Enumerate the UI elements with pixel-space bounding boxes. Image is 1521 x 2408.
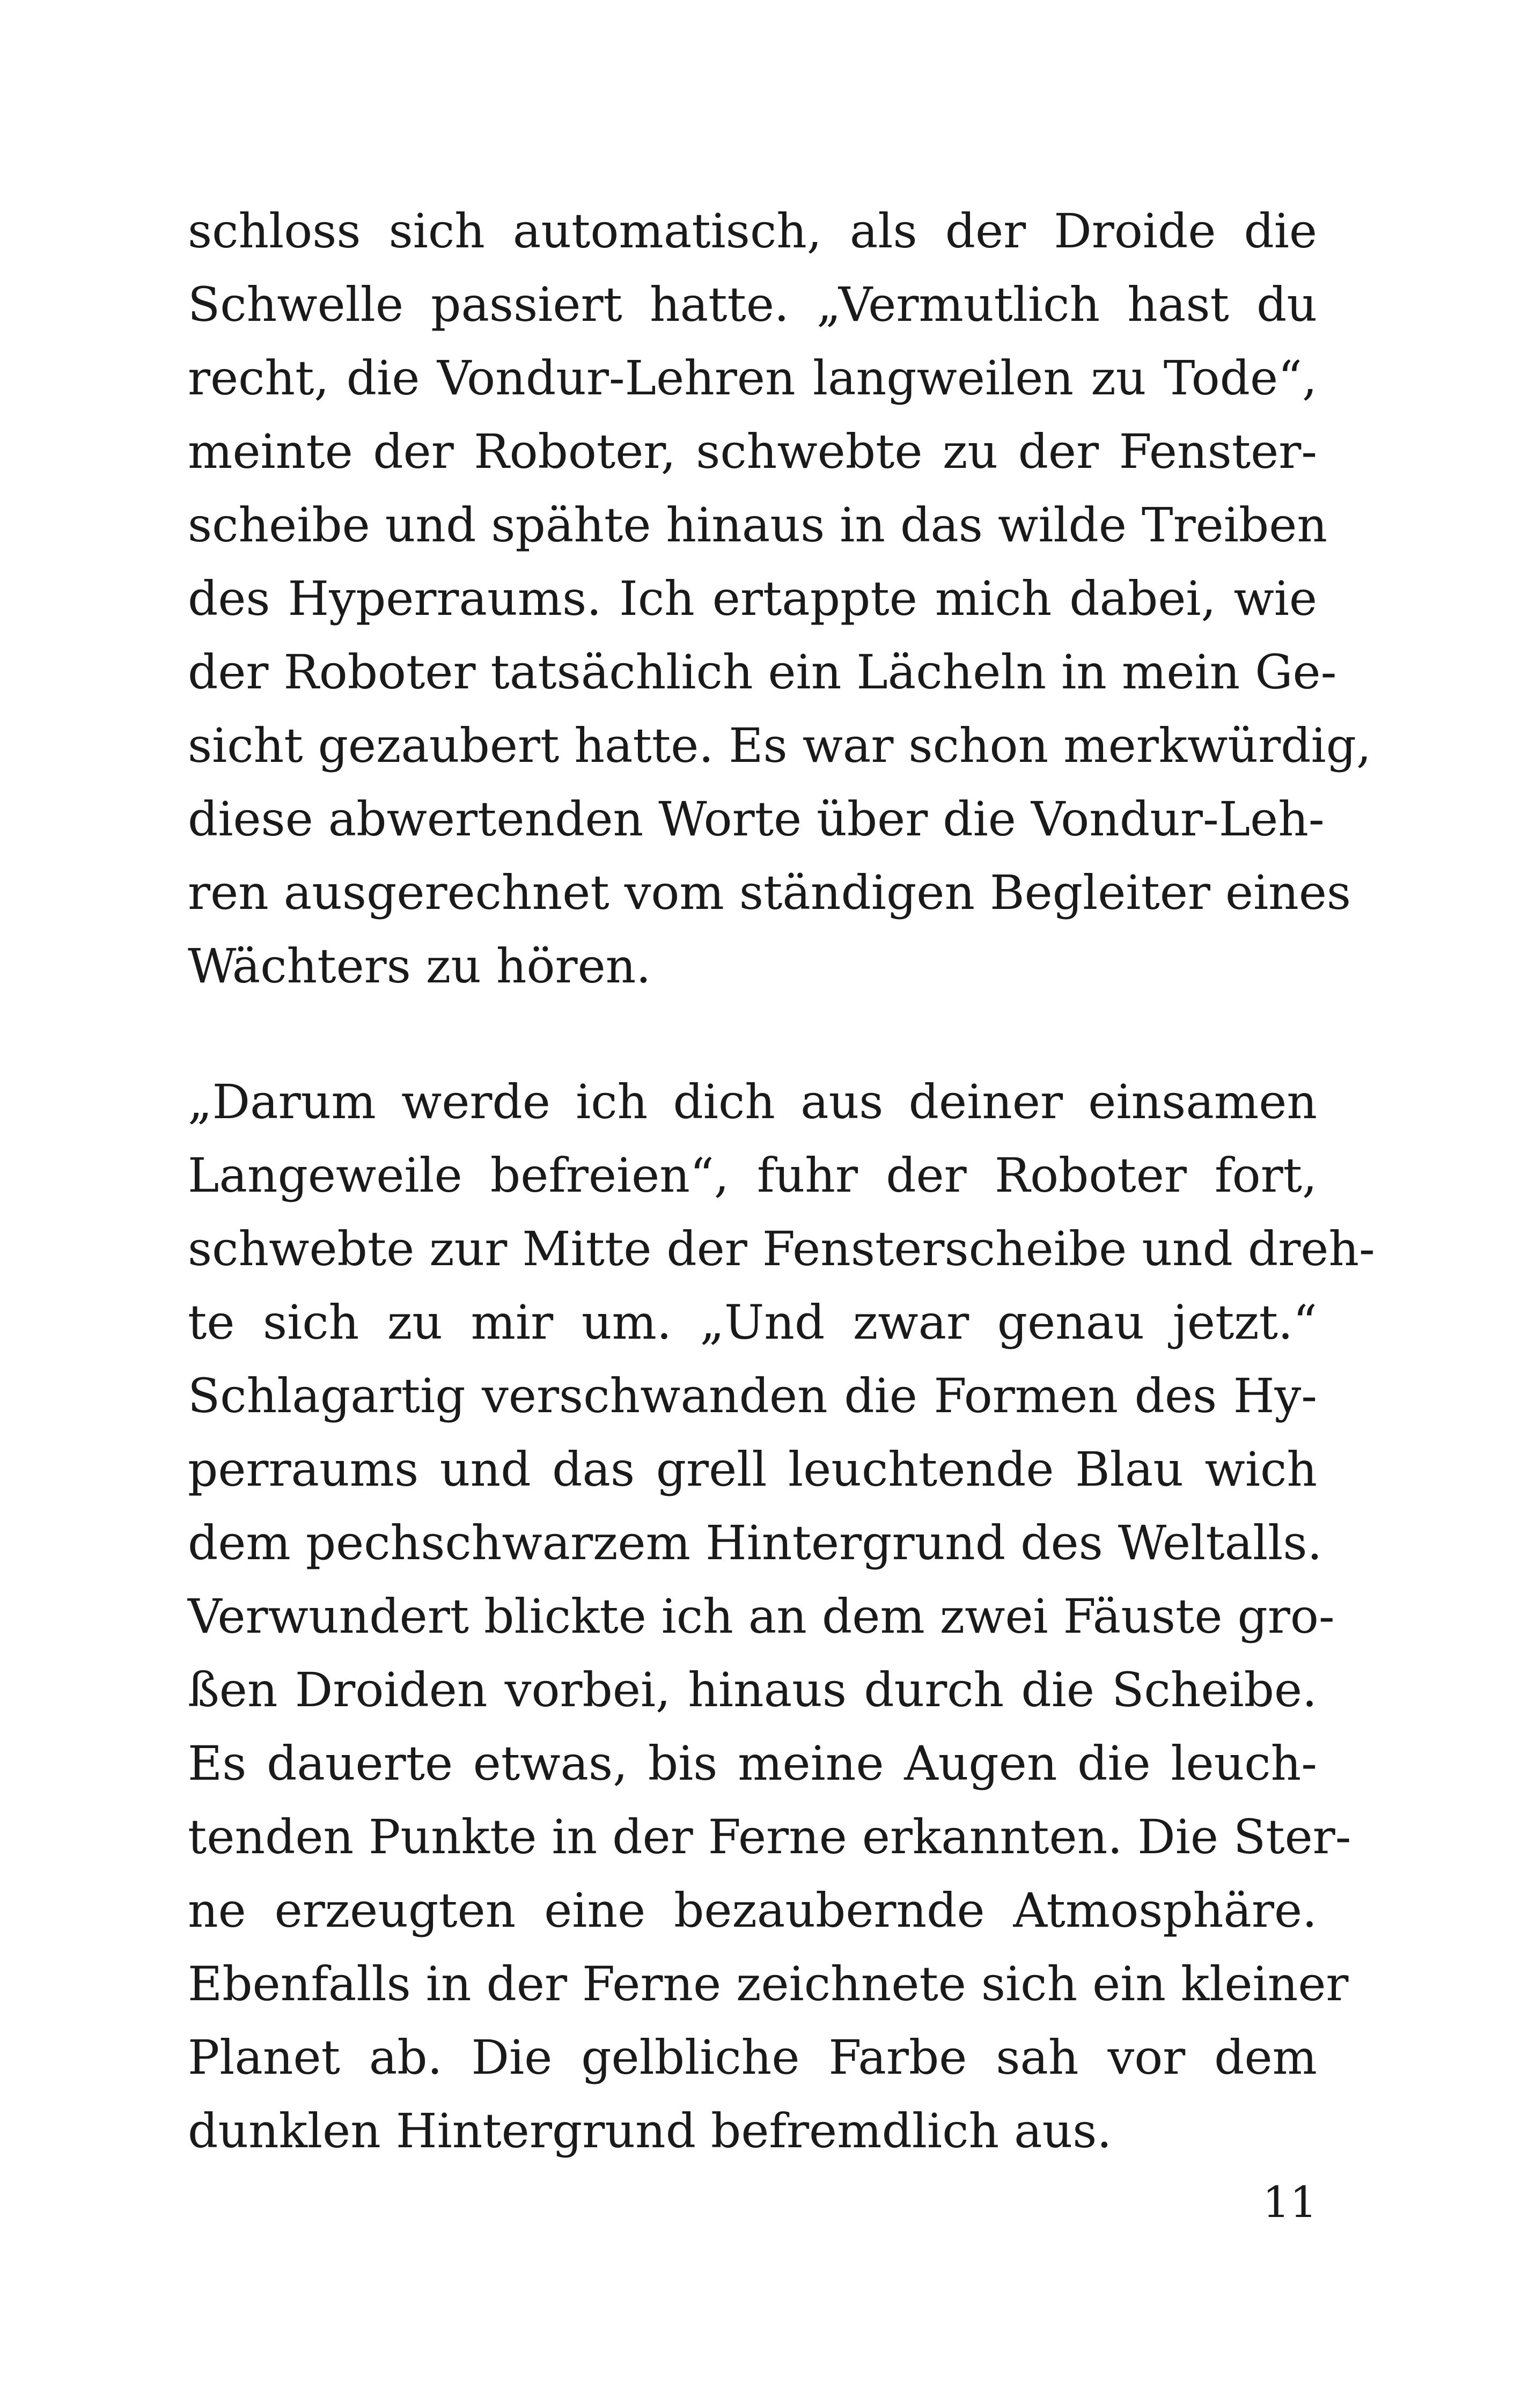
text-line: perraums und das grell leuchtende Blau wich — [188, 1442, 1317, 1497]
page-number: 11 — [1262, 2177, 1317, 2227]
text-line: ßen Droiden vorbei, hinaus durch die Scheibe. — [188, 1662, 1317, 1717]
text-line: meinte der Roboter, schwebte zu der Fenster- — [188, 424, 1317, 479]
text-line: te sich zu mir um. „Und zwar genau jetzt.“ — [188, 1295, 1317, 1350]
text-line: Ebenfalls in der Ferne zeichnete sich ein kleiner — [188, 1956, 1349, 2011]
text-line: ren ausgerechnet vom ständigen Begleiter eines — [188, 865, 1351, 920]
text-line: sicht gezaubert hatte. Es war schon merkwürdig, — [188, 718, 1371, 773]
text-line: Langeweile befreien“, fuhr der Roboter fort, — [188, 1148, 1317, 1203]
text-line: schloss sich automatisch, als der Droide die — [188, 203, 1317, 259]
text-line: diese abwertenden Worte über die Vondur-Leh- — [188, 791, 1325, 847]
text-line: dem pechschwarzem Hintergrund des Weltalls. — [188, 1515, 1322, 1570]
text-line: der Roboter tatsächlich ein Lächeln in mein Ge- — [188, 644, 1337, 700]
text-line: scheibe und spähte hinaus in das wilde Treiben — [188, 497, 1327, 553]
text-line: Planet ab. Die gelbliche Farbe sah vor dem — [188, 2030, 1317, 2085]
text-line: des Hyperraums. Ich ertappte mich dabei, wie — [188, 571, 1317, 626]
text-line: schwebte zur Mitte der Fensterscheibe und dreh- — [188, 1221, 1375, 1276]
paragraph-2 — [188, 1065, 1375, 2168]
text-line: Verwundert blickte ich an dem zwei Fäuste gro- — [188, 1589, 1335, 1644]
text-line: tenden Punkte in der Ferne erkannten. Die Ster- — [188, 1809, 1351, 1864]
text-line: „Darum werde ich dich aus deiner einsamen — [188, 1074, 1317, 1129]
text-line: Wächters zu hören. — [188, 938, 651, 994]
paragraph-1 — [188, 194, 1371, 1003]
text-line: Es dauerte etwas, bis meine Augen die leuch- — [188, 1736, 1317, 1791]
text-line: dunklen Hintergrund befremdlich aus. — [188, 2103, 1112, 2159]
text-line: Schlagartig verschwanden die Formen des Hy- — [188, 1368, 1317, 1423]
text-line: recht, die Vondur-Lehren langweilen zu Tode“, — [188, 350, 1317, 406]
text-line: ne erzeugten eine bezaubernde Atmosphäre. — [188, 1883, 1317, 1938]
text-line: Schwelle passiert hatte. „Vermutlich hast du — [188, 277, 1317, 332]
